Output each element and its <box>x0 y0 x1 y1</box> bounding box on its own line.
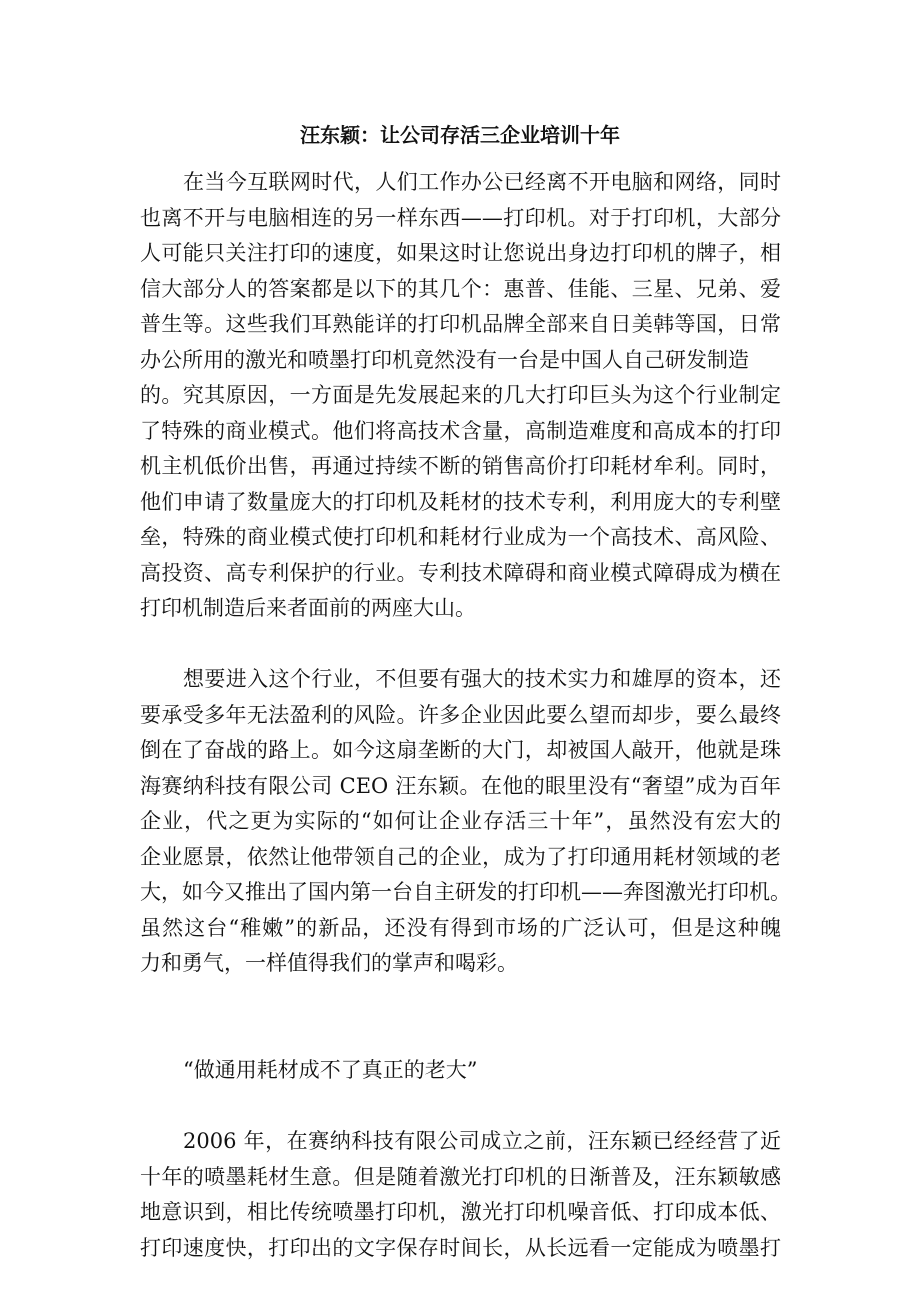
paragraph-line: 的。究其原因，一方面是先发展起来的几大打印巨头为这个行业制定 <box>140 383 781 407</box>
document-title: 汪东颖：让公司存活三企业培训十年 <box>300 123 620 147</box>
paragraph-line: 在当今互联网时代，人们工作办公已经离不开电脑和网络，同时 <box>183 170 781 194</box>
paragraph-line: 了特殊的商业模式。他们将高技术含量，高制造难度和高成本的打印 <box>140 418 781 443</box>
section-subheading: “做通用耗材成不了真正的老大” <box>183 1058 478 1082</box>
paragraph-line: 他们申请了数量庞大的打印机及耗材的技术专利，利用庞大的专利壁 <box>140 489 781 514</box>
paragraph-line: 海赛纳科技有限公司 CEO 汪东颖。在他的眼里没有“奢望”成为百年 <box>140 773 781 798</box>
paragraph-line: 企业，代之更为实际的“如何让企业存活三十年”，虽然没有宏大的 <box>140 809 781 833</box>
paragraph-line: 普生等。这些我们耳熟能详的打印机品牌全部来自日美韩等国，日常 <box>140 312 781 336</box>
paragraph-line: 想要进入这个行业，不但要有强大的技术实力和雄厚的资本，还 <box>183 667 781 691</box>
paragraph-line: 信大部分人的答案都是以下的其几个：惠普、佳能、三星、兄弟、爱 <box>140 276 781 301</box>
paragraph-line: 力和勇气，一样值得我们的掌声和喝彩。 <box>140 951 518 975</box>
paragraph-line: 地意识到，相比传统喷墨打印机，激光打印机噪音低、打印成本低、 <box>140 1200 781 1224</box>
paragraph-line: 倒在了奋战的路上。如今这扇垄断的大门，却被国人敲开，他就是珠 <box>140 738 781 762</box>
paragraph-line: 十年的喷墨耗材生意。但是随着激光打印机的日渐普及，汪东颖敏感 <box>140 1164 781 1189</box>
paragraph-line: 也离不开与电脑相连的另一样东西——打印机。对于打印机，大部分 <box>140 205 781 230</box>
paragraph-line: 大，如今又推出了国内第一台自主研发的打印机——奔图激光打印机。 <box>140 880 791 904</box>
paragraph-line: 人可能只关注打印的速度，如果这时让您说出身边打印机的牌子，相 <box>140 241 781 265</box>
paragraph-line: 打印机制造后来者面前的两座大山。 <box>140 596 476 620</box>
paragraph-line: 虽然这台“稚嫩”的新品，还没有得到市场的广泛认可，但是这种魄 <box>140 915 781 940</box>
paragraph-line: 机主机低价出售，再通过持续不断的销售高价打印耗材牟利。同时， <box>140 454 781 478</box>
paragraph-line: 高投资、高专利保护的行业。专利技术障碍和商业模式障碍成为横在 <box>140 560 781 585</box>
paragraph-line: 2006 年，在赛纳科技有限公司成立之前，汪东颖已经经营了近 <box>183 1129 781 1153</box>
paragraph-line: 打印速度快，打印出的文字保存时间长，从长远看一定能成为喷墨打 <box>140 1235 781 1260</box>
paragraph-line: 垒，特殊的商业模式使打印机和耗材行业成为一个高技术、高风险、 <box>140 525 781 549</box>
paragraph-line: 要承受多年无法盈利的风险。许多企业因此要么望而却步，要么最终 <box>140 702 781 727</box>
paragraph-line: 办公所用的激光和喷墨打印机竟然没有一台是中国人自己研发制造 <box>140 347 749 372</box>
paragraph-line: 企业愿景，依然让他带领自己的企业，成为了打印通用耗材领域的老 <box>140 844 781 869</box>
